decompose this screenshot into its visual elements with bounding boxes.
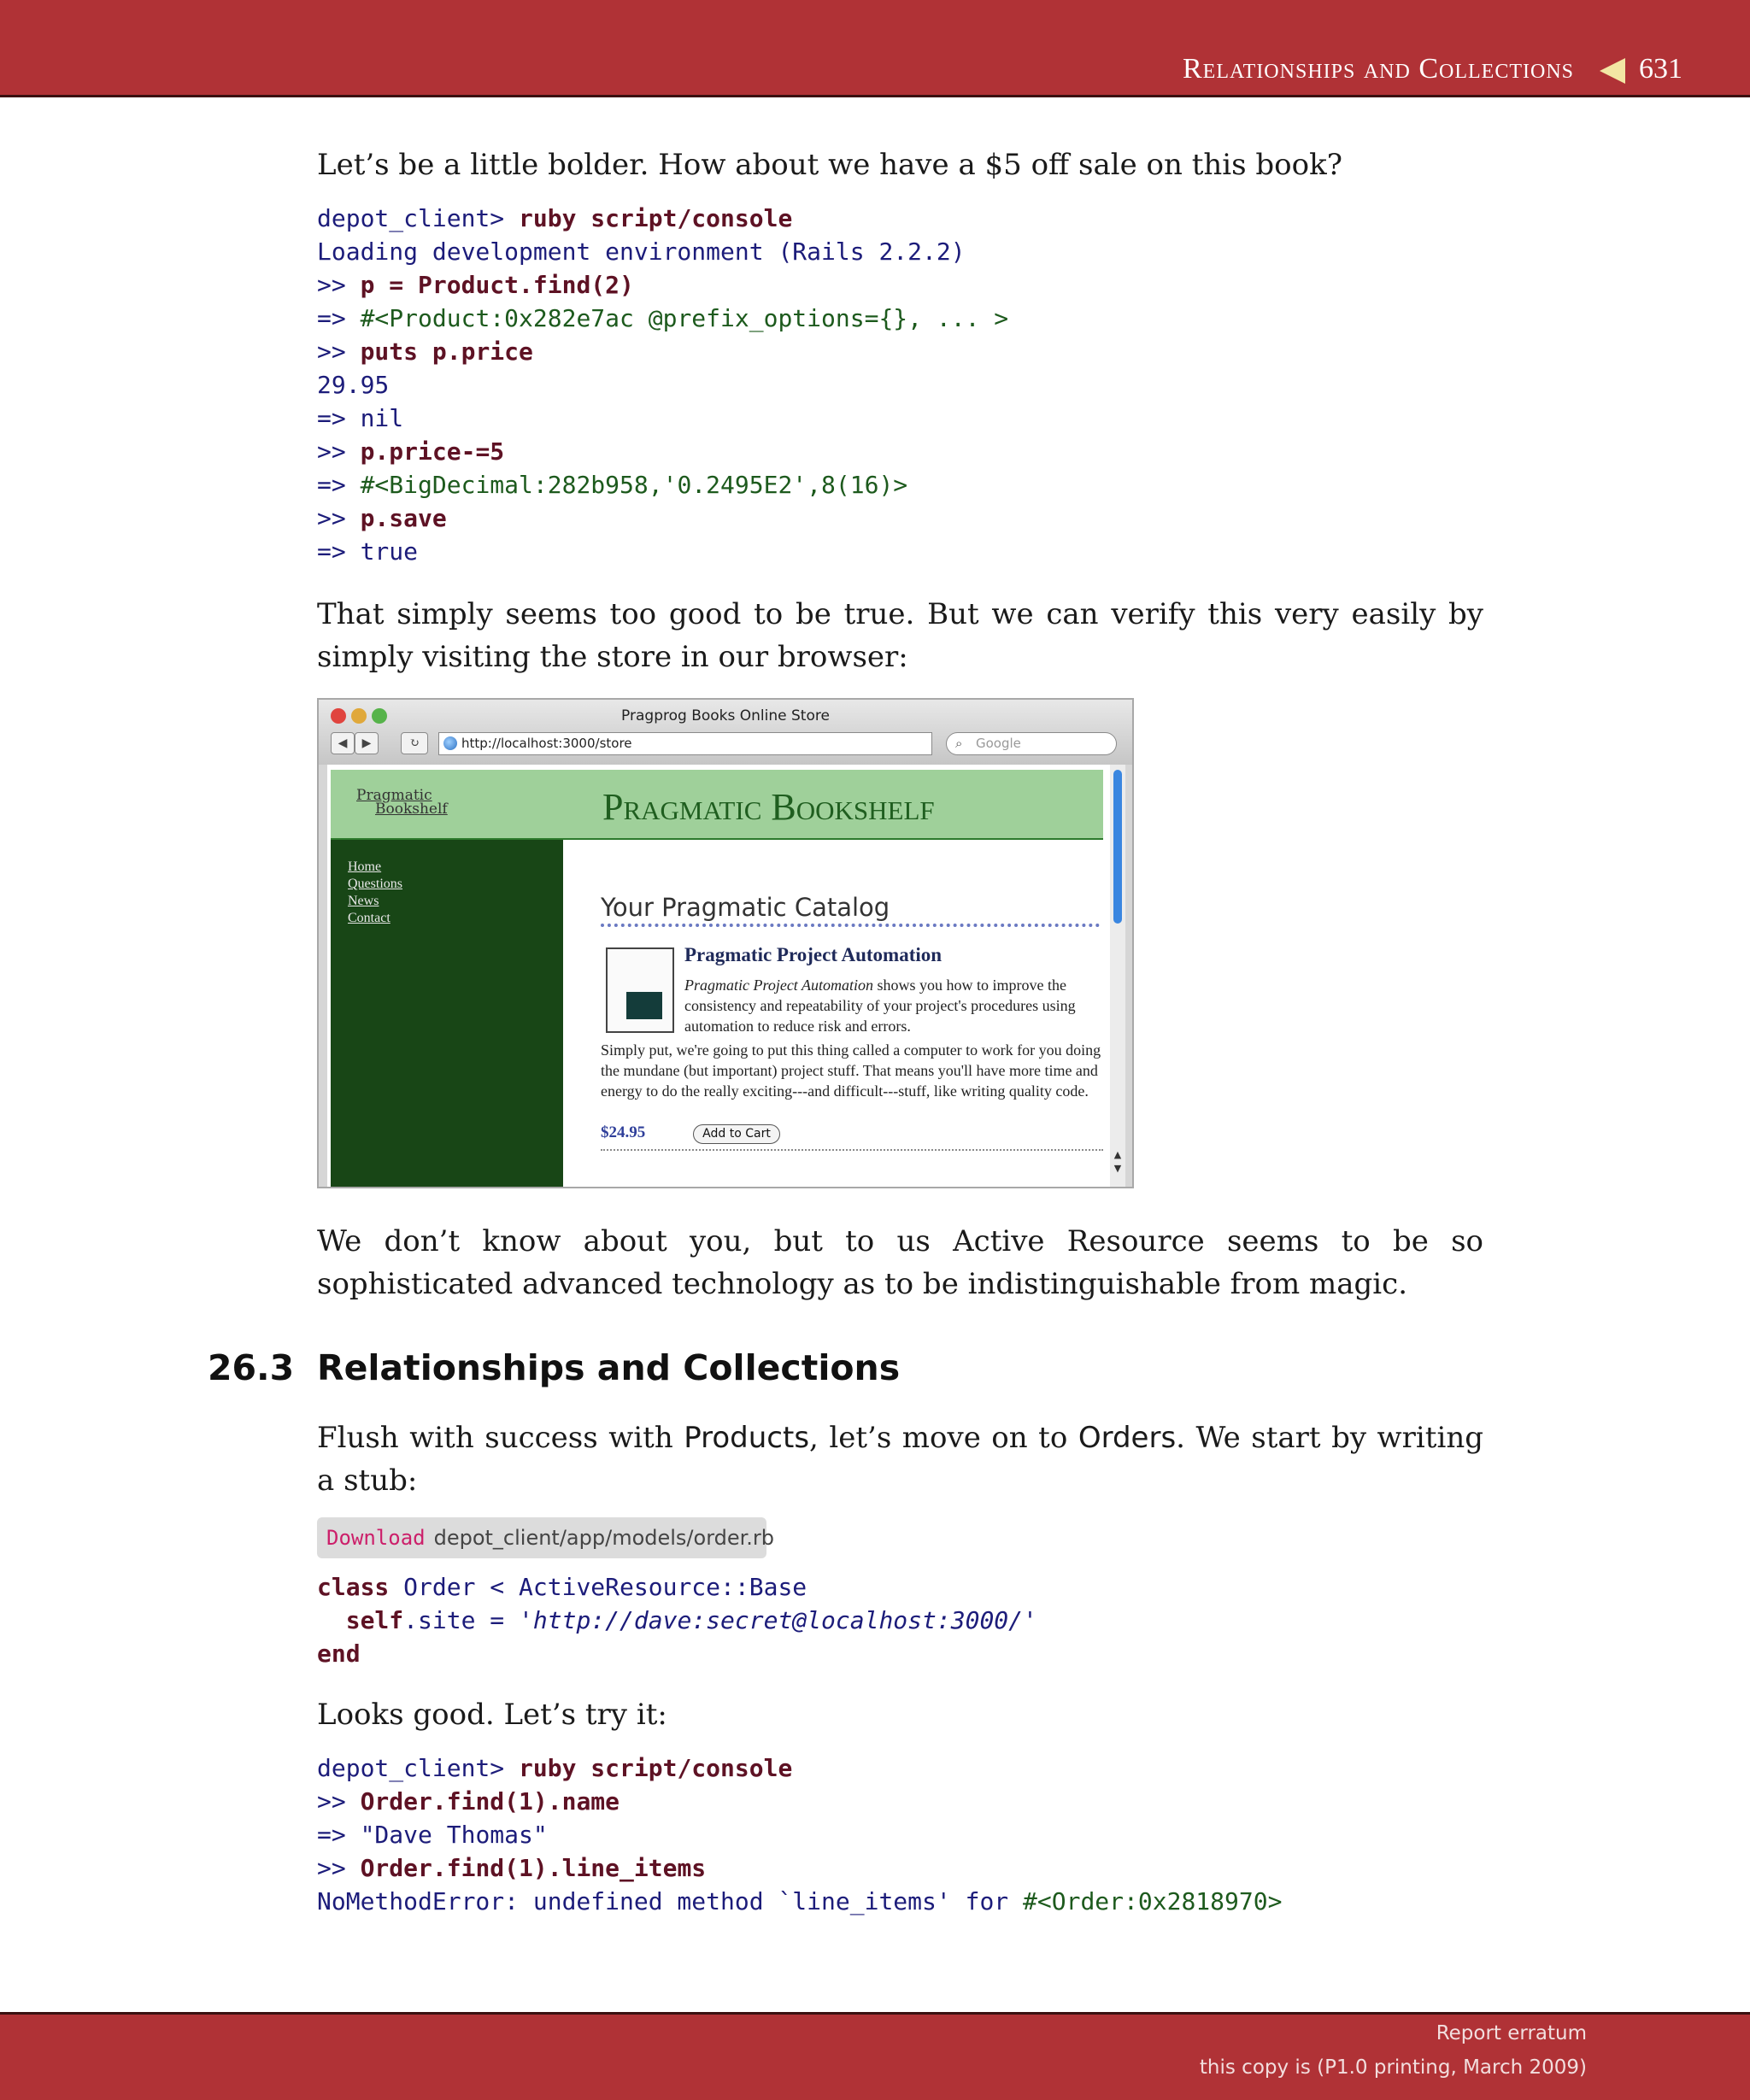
browser-viewport [327,765,1110,1187]
download-label: Download [326,1526,426,1550]
search-placeholder: Google [976,736,1021,751]
book-body: Simply put, we're going to put this thing called a computer to work for you doing the mundane (but important) project stuff. That means you'll have more time and energy to do the really exciting---and difficult---stuff, like writing quality code. [601,1041,1101,1100]
section-title: Relationships and Collections [317,1347,901,1388]
divider [601,1149,1103,1151]
console-session-2: depot_client> ruby script/console >> Order.find(1).name => "Dave Thomas" >> Order.find(1).line_items NoMethodError: undefined method `line_items' for #<Order:0x2818970> [317,1754,1283,1915]
order-code: class Order < ActiveResource::Base self.site = 'http://dave:secret@localhost:3000/' end [317,1573,1037,1668]
sidebar-link-news[interactable]: News [348,894,379,908]
page-number: 631 [1639,53,1682,85]
back-arrow-icon[interactable]: ◀ [331,732,355,754]
store-banner [331,770,1103,840]
store-logo[interactable]: Pragmatic Bookshelf [356,787,448,818]
scroll-down-icon[interactable]: ▼ [1113,1163,1122,1174]
scrollbar-thumb[interactable] [1113,770,1122,924]
scroll-up-icon[interactable]: ▲ [1113,1149,1122,1160]
looks-good-paragraph: Looks good. Let’s try it: [317,1698,667,1732]
reload-icon[interactable]: ↻ [401,732,428,754]
book-description: Pragmatic Project Automation shows you how to improve the consistency and repeatability of your project's procedures using automation to reduce risk and errors. [684,977,1076,1035]
triangle-left-icon [1600,58,1625,84]
sidebar-link-questions[interactable]: Questions [348,877,402,891]
verify-paragraph: That simply seems too good to be true. But we can verify this very easily by simply visiting the store in our browser: [317,597,1483,674]
book-cover [606,947,674,1033]
search-icon: ⌕ [955,736,963,751]
browser-window-title: Pragprog Books Online Store [621,707,830,724]
browser-screenshot [317,698,1134,1188]
running-header-title: Relationships and Collections [1182,53,1574,85]
sidebar-link-contact[interactable]: Contact [348,911,391,925]
catalog-title: Your Pragmatic Catalog [601,893,1100,927]
book-title: Pragmatic Project Automation [684,944,943,965]
magic-paragraph: We don’t know about you, but to us Active Resource seems to be so sophisticated advanced technology as to be indistinguishable from magic. [317,1224,1483,1301]
report-erratum-link[interactable]: Report erratum [1436,2022,1587,2044]
sidebar-link-home[interactable]: Home [348,859,382,874]
store-sidebar [331,840,563,1187]
book-price: $24.95 [601,1123,646,1141]
copy-notice: this copy is (P1.0 printing, March 2009) [1199,2056,1587,2079]
scrollbar[interactable] [1110,765,1125,1187]
globe-icon [443,736,457,750]
forward-arrow-icon[interactable]: ▶ [355,732,379,754]
flush-paragraph: Flush with success with Products, let’s move on to Orders. We start by writing a stub: [317,1421,1483,1498]
url-text: http://localhost:3000/store [461,736,632,751]
intro-paragraph: Let’s be a little bolder. How about we have a $5 off sale on this book? [317,148,1342,182]
address-bar[interactable] [438,732,932,755]
search-input[interactable] [946,732,1117,755]
download-path: depot_client/app/models/order.rb [433,1526,775,1550]
store-heading: Pragmatic Bookshelf [602,786,935,828]
download-link[interactable] [317,1517,775,1558]
section-number: 26.3 [208,1347,295,1388]
console-session-1: depot_client> ruby script/console Loading development environment (Rails 2.2.2) >> p = Product.find(2) => #<Product:0x282e7ac @prefix_options={}, ... > >> puts p.price 29.95 => nil >> p.price-=5 => #<BigDecimal:282b958,'0.2495E2',8(16)> >> p.save => true [317,204,1009,566]
add-to-cart-button[interactable]: Add to Cart [693,1124,780,1144]
